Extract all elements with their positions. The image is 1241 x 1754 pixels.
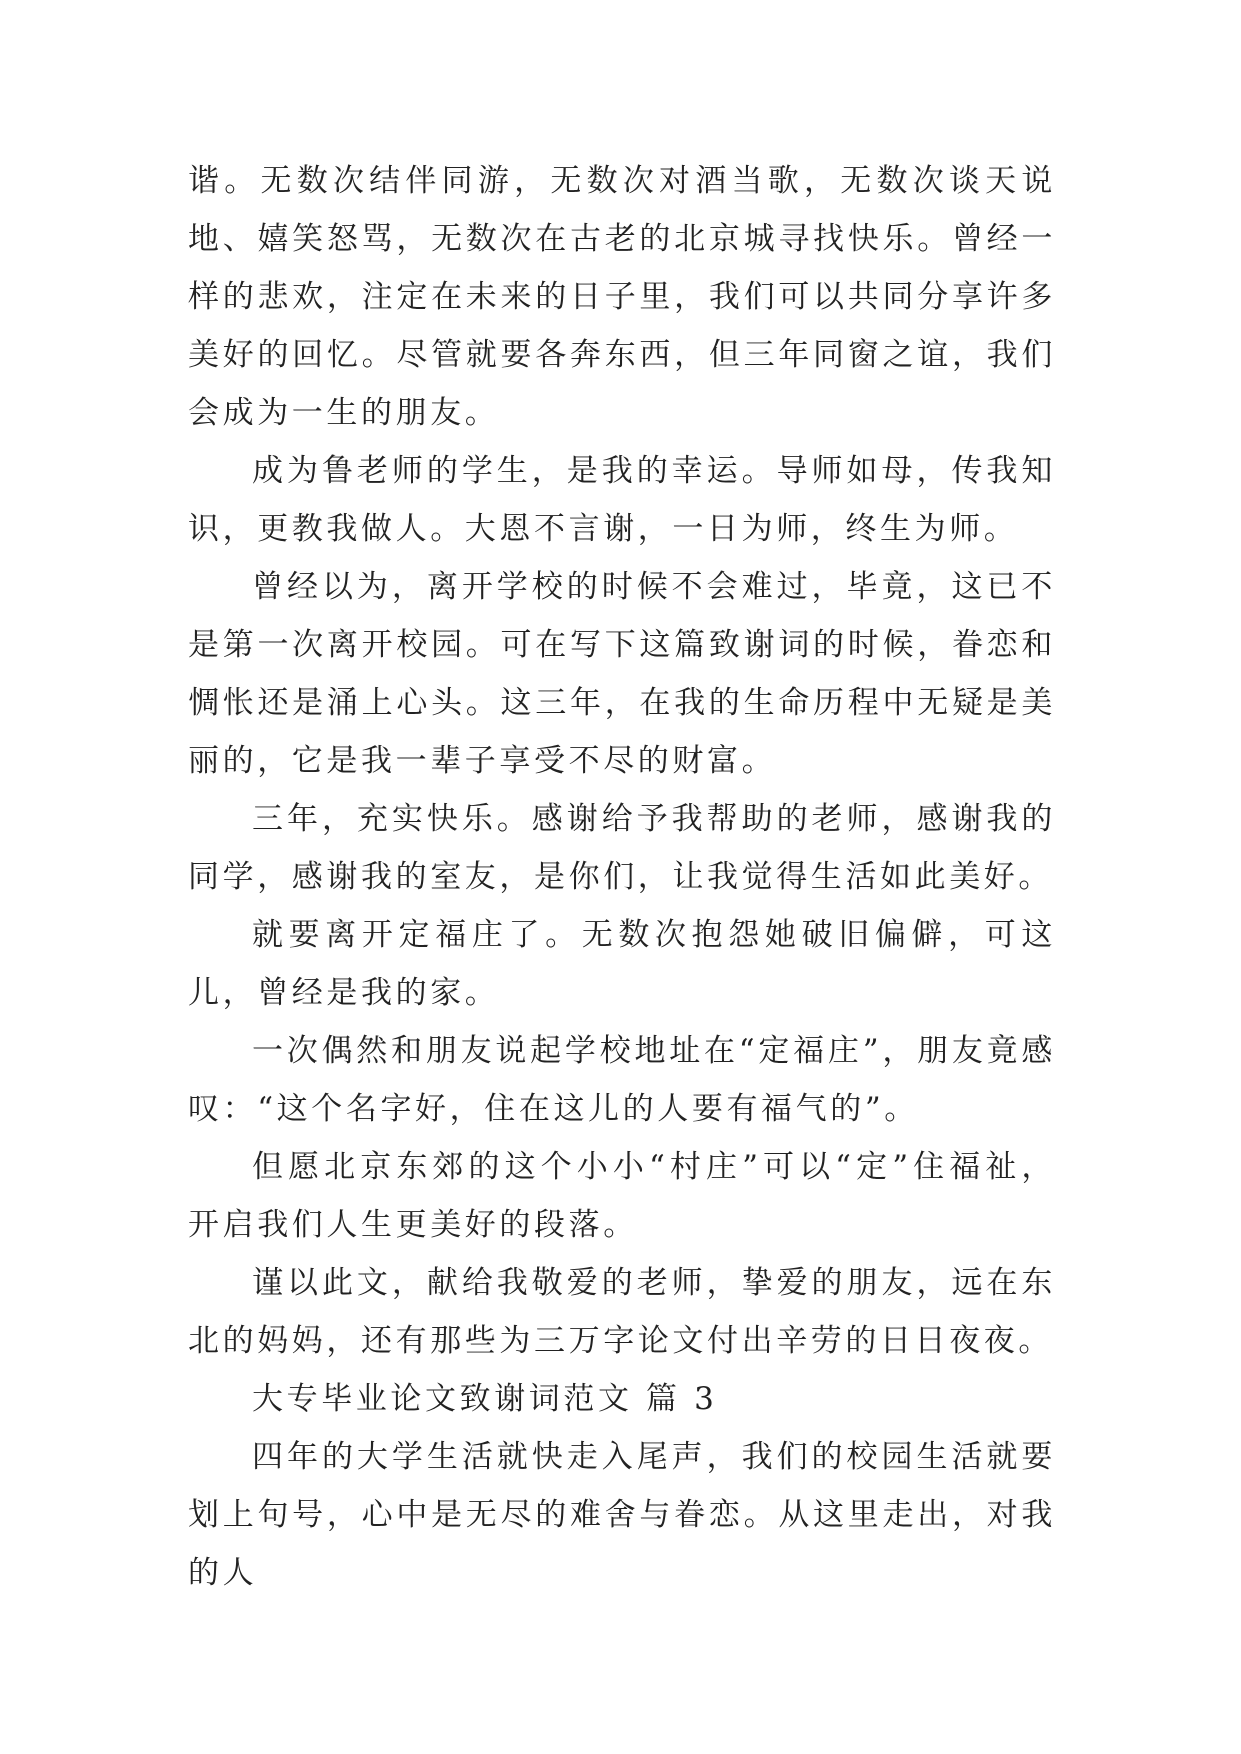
paragraph: 但愿北京东郊的这个小小“村庄”可以“定”住福祉，开启我们人生更美好的段落。: [188, 1149, 1056, 1243]
paragraph: 三年，充实快乐。感谢给予我帮助的老师，感谢我的同学，感谢我的室友，是你们，让我觉得生活如此美好。: [188, 801, 1056, 895]
paragraph: 曾经以为，离开学校的时候不会难过，毕竟，这已不是第一次离开校园。可在写下这篇致谢词的时候，眷恋和惆怅还是涌上心头。这三年，在我的生命历程中无疑是美丽的，它是我一辈子享受不尽的财富。: [188, 569, 1056, 779]
paragraph: 一次偶然和朋友说起学校地址在“定福庄”，朋友竟感叹：“这个名字好，住在这儿的人要有福气的”。: [188, 1033, 1056, 1127]
section-heading: 大专毕业论文致谢词范文 篇 3: [252, 1381, 718, 1417]
paragraph: 成为鲁老师的学生，是我的幸运。导师如母，传我知识，更教我做人。大恩不言谢，一日为师，终生为师。: [188, 453, 1056, 547]
paragraph: 就要离开定福庄了。无数次抱怨她破旧偏僻，可这儿，曾经是我的家。: [188, 917, 1056, 1011]
paragraph: 谨以此文，献给我敬爱的老师，挚爱的朋友，远在东北的妈妈，还有那些为三万字论文付出辛劳的日日夜夜。: [188, 1265, 1056, 1359]
paragraph: 谐。无数次结伴同游，无数次对酒当歌，无数次谈天说地、嬉笑怒骂，无数次在古老的北京城寻找快乐。曾经一样的悲欢，注定在未来的日子里，我们可以共同分享许多美好的回忆。尽管就要各奔东西，但三年同窗之谊，我们会成为一生的朋友。: [188, 163, 1056, 431]
paragraph: 四年的大学生活就快走入尾声，我们的校园生活就要划上句号，心中是无尽的难舍与眷恋。从这里走出，对我的人: [188, 1439, 1056, 1591]
document-body: [188, 152, 1056, 1602]
